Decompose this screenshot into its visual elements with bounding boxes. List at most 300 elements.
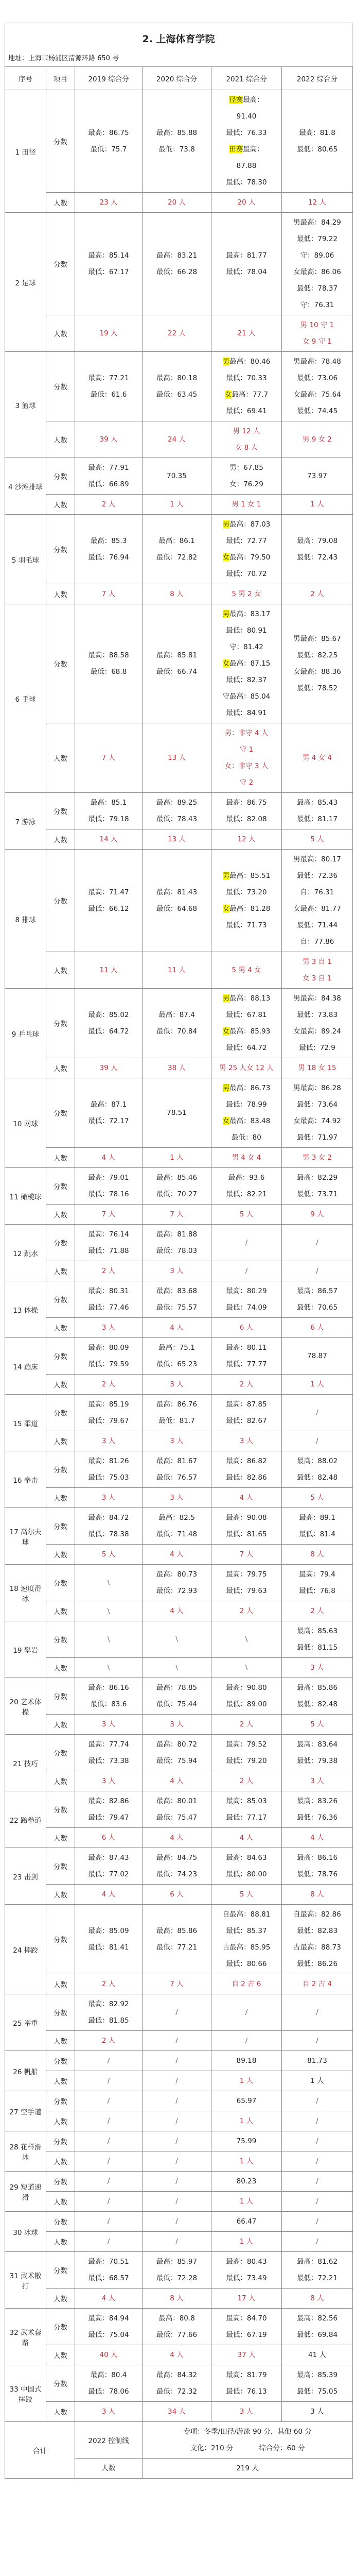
cell-line [283, 1129, 351, 1146]
cell-text: 男 25 人女 12 人 [219, 1064, 274, 1072]
cell-text: 最高：81.62 [296, 2258, 338, 2266]
cell-line [283, 386, 351, 403]
score-2021 [211, 90, 282, 193]
cell-text: 3 人 [101, 1720, 116, 1728]
cell-line [144, 431, 210, 448]
cell-line [212, 2032, 280, 2049]
cell-text: 最高：85.09 [88, 1927, 129, 1935]
cell-text: 最高：86.16 [296, 1854, 338, 1862]
cell-line [212, 174, 280, 191]
cell-line [283, 586, 351, 602]
score-2021 [211, 2172, 282, 2192]
count-label: 人数 [46, 1545, 75, 1565]
cell-line [144, 1243, 210, 1259]
cell-text: / [107, 2157, 110, 2165]
cell-line [212, 1809, 280, 1826]
cell-line [212, 2193, 280, 2210]
cell-text: 87.88 [236, 162, 257, 170]
sport-score-row [5, 2309, 353, 2345]
score-2020 [143, 1621, 211, 1658]
cell-text: / [316, 2137, 318, 2145]
count-2021 [211, 1715, 282, 1735]
cell-line [76, 2173, 141, 2190]
sport-name: 17 高尔夫球 [5, 1508, 46, 1565]
cell-line [283, 297, 351, 313]
count-2020 [143, 1431, 211, 1451]
total-count-value: 219 人 [143, 2459, 353, 2479]
cell-line [76, 1149, 141, 1166]
count-2021 [211, 1148, 282, 1168]
cell-text: 最低：73.38 [88, 1757, 129, 1765]
cell-line [144, 1680, 210, 1696]
cell-text: 6 人 [310, 1324, 324, 1332]
cell-line [212, 672, 280, 688]
score-label: 分数 [46, 1678, 75, 1715]
score-2019 [75, 2131, 143, 2151]
cell-text: 最低：81.7 [158, 1417, 195, 1425]
cell-text: 最高：80.01 [156, 1797, 198, 1805]
cell-text: 1 人 [239, 2117, 254, 2125]
count-2019 [75, 2402, 143, 2422]
cell-text: 最低：68.57 [88, 2274, 129, 2282]
cell-text: 3 人 [101, 1777, 116, 1785]
cell-line [212, 325, 280, 342]
score-2019 [75, 1078, 143, 1148]
cell-line [76, 533, 141, 549]
sport-count-row [5, 2289, 353, 2309]
score-2020 [143, 1678, 211, 1715]
cell-text: 最高：83.21 [156, 251, 198, 260]
cell-line [212, 1129, 280, 1146]
cell-line [144, 1886, 210, 1903]
cell-text: 男最高：85.51 [222, 872, 271, 880]
score-2022 [282, 1994, 353, 2031]
cell-text: 最低：72.93 [156, 1587, 198, 1595]
cell-line [76, 1603, 141, 1619]
cell-text: 80.23 [236, 2177, 257, 2185]
cell-line [212, 606, 280, 622]
cell-text: 最高：71.47 [88, 888, 129, 896]
cell-line [283, 431, 351, 448]
cell-line [144, 1510, 210, 1526]
score-label: 分数 [46, 1905, 75, 1974]
cell-text: 最低：71.88 [88, 1247, 129, 1255]
cell-line [283, 811, 351, 827]
count-label: 人数 [46, 1974, 75, 1994]
cell-text: 最高：85.46 [156, 1174, 198, 1182]
cell-line [283, 1263, 351, 1279]
cell-line [76, 1793, 141, 1809]
cell-line [283, 2153, 351, 2170]
cell-text: 最低：74.09 [226, 1303, 267, 1312]
cell-line [283, 2253, 351, 2270]
score-2022 [282, 2091, 353, 2111]
cell-text: / [316, 1437, 318, 1445]
score-2020 [143, 604, 211, 723]
score-label: 分数 [46, 1848, 75, 1885]
count-2019 [75, 2151, 143, 2172]
score-2021 [211, 793, 282, 829]
score-label: 分数 [46, 1621, 75, 1658]
total-section [5, 2422, 353, 2479]
cell-line [212, 1829, 280, 1846]
cell-line [144, 1976, 210, 1992]
sport-name: 11 橄榄球 [5, 1168, 46, 1225]
sport-count-row [5, 2151, 353, 2172]
score-label: 分数 [46, 1078, 75, 1148]
cell-line [76, 1396, 141, 1413]
sport-score-row [5, 1678, 353, 1715]
cell-text: 最低：70.27 [156, 1190, 198, 1198]
count-2020 [143, 1974, 211, 1994]
cell-line [283, 680, 351, 697]
cell-text: / [107, 2137, 110, 2145]
cell-text: 守 1 [239, 745, 254, 754]
count-2022 [282, 2345, 353, 2365]
score-2019 [75, 850, 143, 952]
cell-text: 最低：75.44 [156, 1700, 198, 1708]
cell-line [76, 2113, 141, 2129]
count-2022 [282, 2289, 353, 2309]
sport-count-row [5, 495, 353, 515]
cell-line [283, 2004, 351, 2021]
score-label: 分数 [46, 1508, 75, 1545]
sport-score-row [5, 515, 353, 584]
cell-text: 最低：84.91 [226, 709, 267, 717]
cell-line [144, 586, 210, 602]
score-2021 [211, 1078, 282, 1148]
sport-name: 15 柔道 [5, 1395, 46, 1451]
cell-line [212, 533, 280, 549]
score-2019 [75, 604, 143, 723]
cell-text: 8 人 [310, 1550, 324, 1558]
score-label: 分数 [46, 1281, 75, 1318]
cell-line [76, 1510, 141, 1526]
cell-line [283, 1866, 351, 1883]
cell-line [76, 549, 141, 566]
cell-line [144, 1489, 210, 1506]
cell-text: 最低：78.76 [296, 1870, 338, 1878]
cell-line [76, 125, 141, 141]
cell-text: 8 人 [170, 590, 184, 598]
count-2020 [143, 1885, 211, 1905]
sport-score-row [5, 90, 353, 193]
cell-text: 1 人 [239, 2077, 254, 2085]
cell-text: 最低：82.83 [296, 1927, 338, 1935]
count-2021 [211, 723, 282, 793]
cell-text: / [175, 2197, 178, 2206]
score-2022 [282, 1678, 353, 1715]
cell-text: / [316, 1409, 318, 1417]
count-2022 [282, 2071, 353, 2091]
cell-text: 最低：75.47 [156, 1814, 198, 1822]
score-label: 分数 [46, 515, 75, 584]
cell-line [283, 2270, 351, 2286]
count-2021 [211, 952, 282, 989]
cell-line [76, 1469, 141, 1486]
cell-text: 最高：75.1 [158, 1344, 195, 1352]
cell-text: 最低：76.36 [296, 1814, 338, 1822]
cell-line [76, 1866, 141, 1883]
count-2019 [75, 1658, 143, 1678]
cell-line [283, 2173, 351, 2190]
count-2019 [75, 1974, 143, 1994]
score-2021 [211, 1678, 282, 1715]
cell-text: 最低：68.8 [90, 668, 127, 676]
cell-text: 最高：81.8 [299, 129, 335, 137]
cell-text: 男：67.85 [229, 464, 263, 472]
sport-name: 32 武术套路 [5, 2309, 46, 2365]
cell-line [144, 1753, 210, 1769]
cell-text: 1 人 [239, 2157, 254, 2165]
cell-line [212, 1007, 280, 1023]
cell-line [144, 1546, 210, 1563]
count-2020 [143, 2345, 211, 2365]
count-2019 [75, 421, 143, 458]
cell-text: 最低：79.38 [296, 1757, 338, 1765]
cell-text: 男最高：84.38 [293, 994, 341, 1003]
cell-line [144, 2053, 210, 2069]
cell-line [283, 2367, 351, 2383]
cell-text: 7 人 [101, 754, 116, 762]
cell-line [144, 141, 210, 158]
cell-text: 女最高：87.15 [222, 659, 271, 668]
cell-text: 最低：75.05 [296, 2387, 338, 2396]
cell-text: 最高：84.72 [88, 1514, 129, 1522]
cell-text: 最高：85.81 [156, 651, 198, 659]
cell-text: 最低：79.20 [226, 1757, 267, 1765]
sport-score-row [5, 1791, 353, 1828]
cell-line [283, 1809, 351, 1826]
cell-line [212, 1113, 280, 1129]
cell-line [76, 1773, 141, 1789]
cell-line [212, 1906, 280, 1923]
cell-text: 男：非守 4 人 [224, 729, 269, 737]
count-2020 [143, 421, 211, 458]
score-2022 [282, 2252, 353, 2289]
cell-line [76, 1299, 141, 1316]
cell-line [76, 2012, 141, 2029]
cell-text: 最高：77.91 [88, 464, 129, 472]
cell-line [212, 1186, 280, 1202]
cell-line [212, 2383, 280, 2400]
cell-text: 3 人 [170, 1494, 184, 1502]
cell-line [283, 2403, 351, 2420]
count-2020 [143, 1148, 211, 1168]
sport-name: 28 花样滑冰 [5, 2131, 46, 2172]
count-label: 人数 [46, 2192, 75, 2212]
cell-text: 最低：79.18 [88, 815, 129, 823]
cell-line [76, 1680, 141, 1696]
sport-count-row [5, 1545, 353, 1565]
cell-line [212, 1340, 280, 1356]
sport-score-row [5, 2252, 353, 2289]
count-2021 [211, 1885, 282, 1905]
sport-count-row [5, 1771, 353, 1791]
cell-text: 7 人 [170, 1980, 184, 1988]
score-2019 [75, 989, 143, 1058]
cell-text: 最低：72.77 [226, 537, 267, 545]
score-2022 [282, 1225, 353, 1261]
cell-line [212, 1376, 280, 1393]
cell-text: 最高：82.86 [88, 1797, 129, 1805]
cell-line [283, 1433, 351, 1449]
cell-line [76, 831, 141, 848]
sport-count-row [5, 584, 353, 604]
count-2021 [211, 829, 282, 850]
total-count-label: 人数 [75, 2459, 143, 2479]
cell-text: 最低：71.97 [296, 1133, 338, 1142]
cell-text: 40 人 [99, 2351, 118, 2359]
cell-line [212, 1716, 280, 1733]
sport-count-row [5, 1058, 353, 1078]
sport-name: 12 跳水 [5, 1225, 46, 1281]
cell-text: 2 人 [239, 1777, 254, 1785]
cell-text: 最低：70.65 [296, 1303, 338, 1312]
cell-line [212, 741, 280, 758]
cell-text: 最低：72.9 [299, 1044, 335, 1052]
sport-count-row [5, 1318, 353, 1338]
table-header-row [5, 67, 353, 90]
count-2020 [143, 1488, 211, 1508]
cell-text: 最高：86.76 [156, 1400, 198, 1409]
cell-line [76, 2290, 141, 2307]
sport-name: 19 攀岩 [5, 1621, 46, 1678]
cell-text: 最低：64.68 [156, 905, 198, 913]
cell-line [212, 586, 280, 602]
score-2022 [282, 458, 353, 495]
count-2020 [143, 495, 211, 515]
cell-line [76, 1753, 141, 1769]
cell-line [76, 247, 141, 264]
cell-text: 1 人 [310, 2077, 324, 2085]
count-2020 [143, 1375, 211, 1395]
count-2020 [143, 1205, 211, 1225]
cell-text: 田赛最高： [229, 145, 264, 154]
cell-text: 最低：81.17 [296, 815, 338, 823]
cell-text: 女最高：81.77 [293, 905, 341, 913]
cell-text: 最低：72.17 [88, 1117, 129, 1125]
cell-line [283, 1283, 351, 1299]
cell-text: 3 人 [101, 1324, 116, 1332]
score-label: 分数 [46, 1395, 75, 1431]
count-2022 [282, 1431, 353, 1451]
cell-text: 最低：82.86 [226, 1473, 267, 1482]
cell-text: 男最高：86.73 [222, 1084, 271, 1092]
cell-text: 最低：80.00 [226, 1870, 267, 1878]
score-2022 [282, 1168, 353, 1205]
sport-count-row [5, 2402, 353, 2422]
cell-text: 12 人 [237, 835, 256, 843]
cell-text: 14 人 [99, 835, 118, 843]
cell-line [283, 2310, 351, 2327]
cell-line [212, 725, 280, 741]
header-2019: 2019 综合分 [75, 67, 143, 90]
cell-line [212, 962, 280, 978]
cell-line [212, 1583, 280, 1599]
score-2021 [211, 2309, 282, 2345]
sport-count-row [5, 2345, 353, 2365]
header-index: 序号 [5, 67, 46, 90]
cell-line [283, 2193, 351, 2210]
score-2020 [143, 515, 211, 584]
score-2022 [282, 1508, 353, 1545]
cell-line [283, 1566, 351, 1583]
score-2019 [75, 1395, 143, 1431]
cell-line [283, 1659, 351, 1676]
cell-text: / [245, 1267, 248, 1275]
cell-line [76, 1716, 141, 1733]
cell-text: 男 12 人 [233, 427, 260, 435]
cell-line [76, 647, 141, 664]
cell-line [144, 2133, 210, 2149]
cell-text: 2 人 [101, 1380, 116, 1388]
sport-score-row [5, 1451, 353, 1488]
cell-text: 2 人 [101, 1267, 116, 1275]
sport-name: 24 摔跤 [5, 1905, 46, 1994]
cell-text: 最高：86.1 [158, 537, 195, 545]
score-2021 [211, 989, 282, 1058]
cell-text: \ [107, 1579, 110, 1587]
count-label: 人数 [46, 2071, 75, 2091]
count-2021 [211, 1601, 282, 1621]
sport-score-row [5, 352, 353, 421]
score-2021 [211, 1621, 282, 1658]
score-2021 [211, 213, 282, 315]
cell-line [283, 2133, 351, 2149]
sport-score-row [5, 1905, 353, 1974]
sport-count-row [5, 723, 353, 793]
cell-text: 最高：81.77 [226, 251, 267, 260]
cell-text: 24 人 [168, 435, 186, 444]
cell-text: 最低：77.46 [88, 1303, 129, 1312]
cell-line [283, 1526, 351, 1543]
cell-line [144, 1631, 210, 1648]
sport-count-row [5, 2192, 353, 2212]
count-label: 人数 [46, 2345, 75, 2365]
cell-line [76, 496, 141, 513]
count-2021 [211, 1658, 282, 1678]
cell-text: 1 人 [170, 1154, 184, 1162]
score-2020 [143, 1994, 211, 2031]
cell-text: 3 人 [239, 2408, 254, 2416]
count-2019 [75, 829, 143, 850]
cell-text: 最低：78.99 [226, 1100, 267, 1109]
cell-text: / [107, 2117, 110, 2125]
score-label: 分数 [46, 850, 75, 952]
cell-text: 3 人 [170, 1380, 184, 1388]
count-2021 [211, 2232, 282, 2252]
count-2022 [282, 1318, 353, 1338]
cell-text: \ [107, 1607, 110, 1615]
cell-line [144, 264, 210, 280]
cell-text: 13 人 [168, 754, 186, 762]
cell-text: 最低：69.41 [226, 407, 267, 415]
cell-line [283, 1736, 351, 1753]
cell-text: 4 人 [170, 1777, 184, 1785]
cell-text: / [316, 2037, 318, 2045]
sport-score-row [5, 1994, 353, 2031]
cell-line [212, 476, 280, 493]
cell-line [144, 2383, 210, 2400]
score-2022 [282, 515, 353, 584]
header-2022: 2022 综合分 [282, 67, 353, 90]
cell-line [144, 370, 210, 386]
cell-text: 78.51 [167, 1109, 187, 1117]
score-2019 [75, 1565, 143, 1601]
cell-text: 最低：78.37 [296, 284, 338, 293]
cell-line [76, 1546, 141, 1563]
